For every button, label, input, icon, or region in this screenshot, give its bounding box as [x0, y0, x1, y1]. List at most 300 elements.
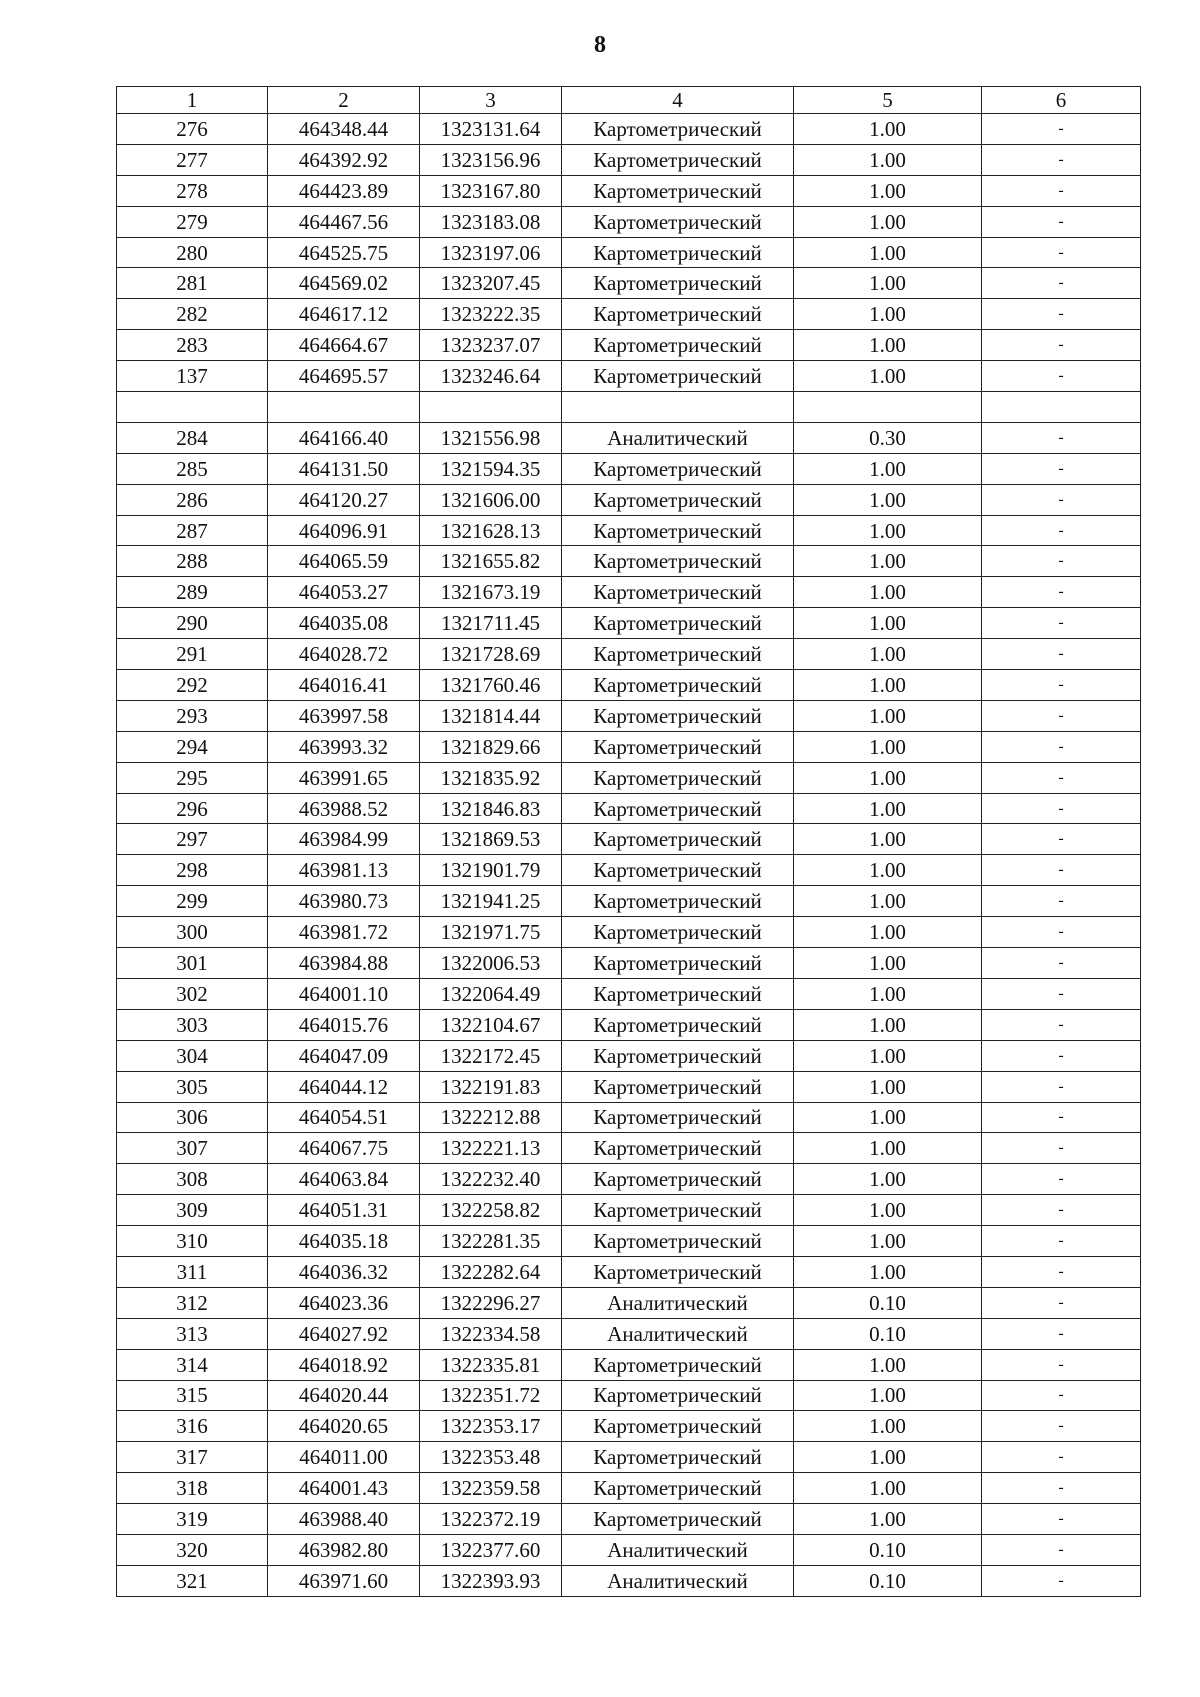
table-row: [117, 330, 1141, 361]
point-number-cell: 309: [117, 1195, 268, 1226]
x-coordinate-cell: 463971.60: [268, 1565, 420, 1596]
accuracy-cell: 1.00: [794, 700, 982, 731]
note-cell: -: [982, 453, 1141, 484]
accuracy-cell: 1.00: [794, 144, 982, 175]
x-coordinate-cell: 464018.92: [268, 1349, 420, 1380]
table-row: [117, 453, 1141, 484]
x-coordinate-cell: 464051.31: [268, 1195, 420, 1226]
column-header-5: 5: [794, 87, 982, 114]
method-cell: Аналитический: [562, 1318, 794, 1349]
column-header-6: 6: [982, 87, 1141, 114]
table-row: [117, 392, 1141, 423]
point-number-cell: 303: [117, 1009, 268, 1040]
table-row: [117, 824, 1141, 855]
table-body: [117, 114, 1141, 1597]
x-coordinate-cell: 464028.72: [268, 639, 420, 670]
point-number-cell: 283: [117, 330, 268, 361]
note-cell: -: [982, 1349, 1141, 1380]
note-cell: -: [982, 1040, 1141, 1071]
method-cell: Картометрический: [562, 175, 794, 206]
note-cell: -: [982, 1287, 1141, 1318]
point-number-cell: 296: [117, 793, 268, 824]
accuracy-cell: [794, 392, 982, 423]
accuracy-cell: 1.00: [794, 206, 982, 237]
note-cell: -: [982, 762, 1141, 793]
note-cell: [982, 392, 1141, 423]
method-cell: Картометрический: [562, 1040, 794, 1071]
x-coordinate-cell: 464036.32: [268, 1256, 420, 1287]
x-coordinate-cell: 463981.13: [268, 855, 420, 886]
table-row: [117, 978, 1141, 1009]
table-row: [117, 670, 1141, 701]
accuracy-cell: 1.00: [794, 639, 982, 670]
x-coordinate-cell: [268, 392, 420, 423]
x-coordinate-cell: 463981.72: [268, 917, 420, 948]
method-cell: Картометрический: [562, 299, 794, 330]
accuracy-cell: 1.00: [794, 361, 982, 392]
y-coordinate-cell: 1321673.19: [420, 577, 562, 608]
method-cell: Картометрический: [562, 1133, 794, 1164]
point-number-cell: 312: [117, 1287, 268, 1318]
point-number-cell: 292: [117, 670, 268, 701]
point-number-cell: 286: [117, 484, 268, 515]
point-number-cell: 300: [117, 917, 268, 948]
x-coordinate-cell: 464027.92: [268, 1318, 420, 1349]
x-coordinate-cell: 464065.59: [268, 546, 420, 577]
method-cell: Картометрический: [562, 855, 794, 886]
coordinates-table: [116, 86, 1141, 1597]
y-coordinate-cell: 1322172.45: [420, 1040, 562, 1071]
note-cell: -: [982, 1473, 1141, 1504]
x-coordinate-cell: 464166.40: [268, 422, 420, 453]
accuracy-cell: 1.00: [794, 268, 982, 299]
column-header-3: 3: [420, 87, 562, 114]
y-coordinate-cell: 1321869.53: [420, 824, 562, 855]
x-coordinate-cell: 463984.99: [268, 824, 420, 855]
point-number-cell: 291: [117, 639, 268, 670]
x-coordinate-cell: 464131.50: [268, 453, 420, 484]
y-coordinate-cell: 1321829.66: [420, 731, 562, 762]
point-number-cell: 315: [117, 1380, 268, 1411]
table-row: [117, 515, 1141, 546]
note-cell: -: [982, 824, 1141, 855]
x-coordinate-cell: 464067.75: [268, 1133, 420, 1164]
table-row: [117, 1565, 1141, 1596]
accuracy-cell: 1.00: [794, 917, 982, 948]
table-row: [117, 1349, 1141, 1380]
note-cell: -: [982, 1442, 1141, 1473]
x-coordinate-cell: 464063.84: [268, 1164, 420, 1195]
method-cell: Картометрический: [562, 577, 794, 608]
y-coordinate-cell: 1321556.98: [420, 422, 562, 453]
method-cell: Картометрический: [562, 608, 794, 639]
x-coordinate-cell: 464011.00: [268, 1442, 420, 1473]
table-row: [117, 484, 1141, 515]
y-coordinate-cell: [420, 392, 562, 423]
method-cell: Картометрический: [562, 1102, 794, 1133]
x-coordinate-cell: 464664.67: [268, 330, 420, 361]
method-cell: Картометрический: [562, 1009, 794, 1040]
accuracy-cell: 1.00: [794, 855, 982, 886]
table-row: [117, 1195, 1141, 1226]
accuracy-cell: 1.00: [794, 1226, 982, 1257]
point-number-cell: 313: [117, 1318, 268, 1349]
method-cell: Картометрический: [562, 793, 794, 824]
note-cell: -: [982, 1504, 1141, 1535]
table-row: [117, 1442, 1141, 1473]
point-number-cell: 277: [117, 144, 268, 175]
note-cell: -: [982, 1133, 1141, 1164]
method-cell: Картометрический: [562, 237, 794, 268]
accuracy-cell: 1.00: [794, 948, 982, 979]
y-coordinate-cell: 1322296.27: [420, 1287, 562, 1318]
method-cell: Картометрический: [562, 515, 794, 546]
method-cell: Картометрический: [562, 1349, 794, 1380]
method-cell: Аналитический: [562, 1534, 794, 1565]
note-cell: -: [982, 948, 1141, 979]
method-cell: Аналитический: [562, 422, 794, 453]
x-coordinate-cell: 464569.02: [268, 268, 420, 299]
table-row: [117, 577, 1141, 608]
note-cell: -: [982, 114, 1141, 145]
y-coordinate-cell: 1322191.83: [420, 1071, 562, 1102]
table-row: [117, 608, 1141, 639]
y-coordinate-cell: 1321594.35: [420, 453, 562, 484]
point-number-cell: 314: [117, 1349, 268, 1380]
x-coordinate-cell: 464392.92: [268, 144, 420, 175]
y-coordinate-cell: 1322393.93: [420, 1565, 562, 1596]
table-row: [117, 1040, 1141, 1071]
x-coordinate-cell: 464020.44: [268, 1380, 420, 1411]
point-number-cell: 306: [117, 1102, 268, 1133]
y-coordinate-cell: 1321835.92: [420, 762, 562, 793]
point-number-cell: 293: [117, 700, 268, 731]
accuracy-cell: 0.10: [794, 1534, 982, 1565]
header-row: [117, 87, 1141, 114]
accuracy-cell: 1.00: [794, 731, 982, 762]
accuracy-cell: 1.00: [794, 886, 982, 917]
point-number-cell: 289: [117, 577, 268, 608]
accuracy-cell: 1.00: [794, 484, 982, 515]
point-number-cell: 299: [117, 886, 268, 917]
point-number-cell: 279: [117, 206, 268, 237]
y-coordinate-cell: 1321760.46: [420, 670, 562, 701]
point-number-cell: 278: [117, 175, 268, 206]
accuracy-cell: 1.00: [794, 237, 982, 268]
method-cell: Картометрический: [562, 1226, 794, 1257]
note-cell: -: [982, 299, 1141, 330]
y-coordinate-cell: 1323167.80: [420, 175, 562, 206]
column-header-1: 1: [117, 87, 268, 114]
y-coordinate-cell: 1321628.13: [420, 515, 562, 546]
method-cell: Картометрический: [562, 762, 794, 793]
y-coordinate-cell: 1323237.07: [420, 330, 562, 361]
y-coordinate-cell: 1322335.81: [420, 1349, 562, 1380]
table-header: [117, 87, 1141, 114]
point-number-cell: 308: [117, 1164, 268, 1195]
page-number: 8: [594, 32, 606, 58]
table-row: [117, 855, 1141, 886]
method-cell: Картометрический: [562, 546, 794, 577]
table-row: [117, 114, 1141, 145]
y-coordinate-cell: 1322232.40: [420, 1164, 562, 1195]
accuracy-cell: 1.00: [794, 793, 982, 824]
y-coordinate-cell: 1323131.64: [420, 114, 562, 145]
accuracy-cell: 1.00: [794, 330, 982, 361]
accuracy-cell: 1.00: [794, 1473, 982, 1504]
method-cell: Картометрический: [562, 824, 794, 855]
accuracy-cell: 1.00: [794, 1164, 982, 1195]
note-cell: -: [982, 1009, 1141, 1040]
accuracy-cell: 1.00: [794, 175, 982, 206]
y-coordinate-cell: 1322353.48: [420, 1442, 562, 1473]
x-coordinate-cell: 464001.43: [268, 1473, 420, 1504]
x-coordinate-cell: 464047.09: [268, 1040, 420, 1071]
accuracy-cell: 1.00: [794, 546, 982, 577]
y-coordinate-cell: 1322281.35: [420, 1226, 562, 1257]
table-row: [117, 1411, 1141, 1442]
x-coordinate-cell: 464035.08: [268, 608, 420, 639]
point-number-cell: 304: [117, 1040, 268, 1071]
method-cell: Картометрический: [562, 1195, 794, 1226]
y-coordinate-cell: 1323246.64: [420, 361, 562, 392]
y-coordinate-cell: 1321971.75: [420, 917, 562, 948]
point-number-cell: 137: [117, 361, 268, 392]
note-cell: -: [982, 793, 1141, 824]
table-row: [117, 422, 1141, 453]
accuracy-cell: 1.00: [794, 1195, 982, 1226]
table-row: [117, 1256, 1141, 1287]
point-number-cell: 294: [117, 731, 268, 762]
point-number-cell: 287: [117, 515, 268, 546]
y-coordinate-cell: 1321941.25: [420, 886, 562, 917]
y-coordinate-cell: 1322334.58: [420, 1318, 562, 1349]
table-row: [117, 1534, 1141, 1565]
y-coordinate-cell: 1321846.83: [420, 793, 562, 824]
table-row: [117, 639, 1141, 670]
x-coordinate-cell: 464423.89: [268, 175, 420, 206]
point-number-cell: 285: [117, 453, 268, 484]
note-cell: -: [982, 917, 1141, 948]
note-cell: -: [982, 1380, 1141, 1411]
method-cell: Картометрический: [562, 1071, 794, 1102]
y-coordinate-cell: 1323222.35: [420, 299, 562, 330]
y-coordinate-cell: 1322359.58: [420, 1473, 562, 1504]
method-cell: Картометрический: [562, 1411, 794, 1442]
note-cell: -: [982, 546, 1141, 577]
y-coordinate-cell: 1322372.19: [420, 1504, 562, 1535]
accuracy-cell: 1.00: [794, 1009, 982, 1040]
table-row: [117, 1102, 1141, 1133]
point-number-cell: 310: [117, 1226, 268, 1257]
point-number-cell: 307: [117, 1133, 268, 1164]
accuracy-cell: 1.00: [794, 1071, 982, 1102]
point-number-cell: 276: [117, 114, 268, 145]
note-cell: -: [982, 1318, 1141, 1349]
x-coordinate-cell: 463980.73: [268, 886, 420, 917]
method-cell: Аналитический: [562, 1565, 794, 1596]
note-cell: -: [982, 639, 1141, 670]
method-cell: Картометрический: [562, 948, 794, 979]
point-number-cell: 280: [117, 237, 268, 268]
x-coordinate-cell: 464053.27: [268, 577, 420, 608]
note-cell: -: [982, 422, 1141, 453]
note-cell: -: [982, 1226, 1141, 1257]
table-row: [117, 175, 1141, 206]
table-row: [117, 917, 1141, 948]
point-number-cell: 297: [117, 824, 268, 855]
note-cell: -: [982, 361, 1141, 392]
y-coordinate-cell: 1322221.13: [420, 1133, 562, 1164]
method-cell: Аналитический: [562, 1287, 794, 1318]
x-coordinate-cell: 464096.91: [268, 515, 420, 546]
table-row: [117, 237, 1141, 268]
x-coordinate-cell: 463988.52: [268, 793, 420, 824]
note-cell: -: [982, 700, 1141, 731]
accuracy-cell: 1.00: [794, 762, 982, 793]
y-coordinate-cell: 1322212.88: [420, 1102, 562, 1133]
note-cell: -: [982, 1195, 1141, 1226]
y-coordinate-cell: 1322064.49: [420, 978, 562, 1009]
method-cell: Картометрический: [562, 731, 794, 762]
point-number-cell: 284: [117, 422, 268, 453]
note-cell: -: [982, 1565, 1141, 1596]
note-cell: -: [982, 1256, 1141, 1287]
method-cell: Картометрический: [562, 886, 794, 917]
method-cell: Картометрический: [562, 700, 794, 731]
point-number-cell: 305: [117, 1071, 268, 1102]
x-coordinate-cell: 463997.58: [268, 700, 420, 731]
y-coordinate-cell: 1323183.08: [420, 206, 562, 237]
accuracy-cell: 1.00: [794, 1256, 982, 1287]
note-cell: -: [982, 484, 1141, 515]
y-coordinate-cell: 1323197.06: [420, 237, 562, 268]
method-cell: Картометрический: [562, 361, 794, 392]
accuracy-cell: 1.00: [794, 1102, 982, 1133]
x-coordinate-cell: 464525.75: [268, 237, 420, 268]
note-cell: -: [982, 144, 1141, 175]
accuracy-cell: 1.00: [794, 1411, 982, 1442]
x-coordinate-cell: 464348.44: [268, 114, 420, 145]
y-coordinate-cell: 1322377.60: [420, 1534, 562, 1565]
method-cell: Картометрический: [562, 639, 794, 670]
point-number-cell: 311: [117, 1256, 268, 1287]
y-coordinate-cell: 1321655.82: [420, 546, 562, 577]
note-cell: -: [982, 330, 1141, 361]
table-row: [117, 948, 1141, 979]
y-coordinate-cell: 1322282.64: [420, 1256, 562, 1287]
x-coordinate-cell: 464695.57: [268, 361, 420, 392]
table-row: [117, 1133, 1141, 1164]
point-number-cell: 320: [117, 1534, 268, 1565]
table-row: [117, 731, 1141, 762]
method-cell: Картометрический: [562, 330, 794, 361]
method-cell: Картометрический: [562, 114, 794, 145]
accuracy-cell: 0.10: [794, 1565, 982, 1596]
x-coordinate-cell: 464054.51: [268, 1102, 420, 1133]
table-row: [117, 700, 1141, 731]
accuracy-cell: 1.00: [794, 515, 982, 546]
x-coordinate-cell: 464020.65: [268, 1411, 420, 1442]
accuracy-cell: 1.00: [794, 1349, 982, 1380]
method-cell: Картометрический: [562, 978, 794, 1009]
point-number-cell: 316: [117, 1411, 268, 1442]
y-coordinate-cell: 1321901.79: [420, 855, 562, 886]
accuracy-cell: 1.00: [794, 577, 982, 608]
note-cell: -: [982, 608, 1141, 639]
point-number-cell: 318: [117, 1473, 268, 1504]
point-number-cell: 317: [117, 1442, 268, 1473]
table-row: [117, 762, 1141, 793]
point-number-cell: 298: [117, 855, 268, 886]
note-cell: -: [982, 1411, 1141, 1442]
method-cell: Картометрический: [562, 268, 794, 299]
x-coordinate-cell: 463984.88: [268, 948, 420, 979]
note-cell: -: [982, 237, 1141, 268]
table-row: [117, 886, 1141, 917]
note-cell: -: [982, 268, 1141, 299]
accuracy-cell: 1.00: [794, 299, 982, 330]
table-row: [117, 1164, 1141, 1195]
x-coordinate-cell: 463991.65: [268, 762, 420, 793]
method-cell: Картометрический: [562, 1473, 794, 1504]
x-coordinate-cell: 463988.40: [268, 1504, 420, 1535]
note-cell: -: [982, 1164, 1141, 1195]
y-coordinate-cell: 1323156.96: [420, 144, 562, 175]
accuracy-cell: 1.00: [794, 978, 982, 1009]
x-coordinate-cell: 464023.36: [268, 1287, 420, 1318]
x-coordinate-cell: 464044.12: [268, 1071, 420, 1102]
table-row: [117, 1318, 1141, 1349]
table-row: [117, 546, 1141, 577]
method-cell: Картометрический: [562, 1256, 794, 1287]
y-coordinate-cell: 1321728.69: [420, 639, 562, 670]
table-row: [117, 1504, 1141, 1535]
note-cell: -: [982, 1102, 1141, 1133]
y-coordinate-cell: 1321606.00: [420, 484, 562, 515]
point-number-cell: 301: [117, 948, 268, 979]
table-row: [117, 1009, 1141, 1040]
note-cell: -: [982, 175, 1141, 206]
note-cell: -: [982, 1071, 1141, 1102]
table-row: [117, 361, 1141, 392]
point-number-cell: 321: [117, 1565, 268, 1596]
x-coordinate-cell: 463993.32: [268, 731, 420, 762]
note-cell: -: [982, 206, 1141, 237]
table-row: [117, 144, 1141, 175]
note-cell: -: [982, 855, 1141, 886]
note-cell: -: [982, 577, 1141, 608]
point-number-cell: 295: [117, 762, 268, 793]
x-coordinate-cell: 464015.76: [268, 1009, 420, 1040]
x-coordinate-cell: 464467.56: [268, 206, 420, 237]
point-number-cell: 282: [117, 299, 268, 330]
accuracy-cell: 1.00: [794, 1133, 982, 1164]
method-cell: Картометрический: [562, 144, 794, 175]
point-number-cell: 290: [117, 608, 268, 639]
y-coordinate-cell: 1322351.72: [420, 1380, 562, 1411]
method-cell: Картометрический: [562, 206, 794, 237]
method-cell: [562, 392, 794, 423]
note-cell: -: [982, 731, 1141, 762]
x-coordinate-cell: 463982.80: [268, 1534, 420, 1565]
accuracy-cell: 0.10: [794, 1287, 982, 1318]
y-coordinate-cell: 1322258.82: [420, 1195, 562, 1226]
accuracy-cell: 1.00: [794, 453, 982, 484]
x-coordinate-cell: 464016.41: [268, 670, 420, 701]
accuracy-cell: 0.10: [794, 1318, 982, 1349]
y-coordinate-cell: 1322006.53: [420, 948, 562, 979]
